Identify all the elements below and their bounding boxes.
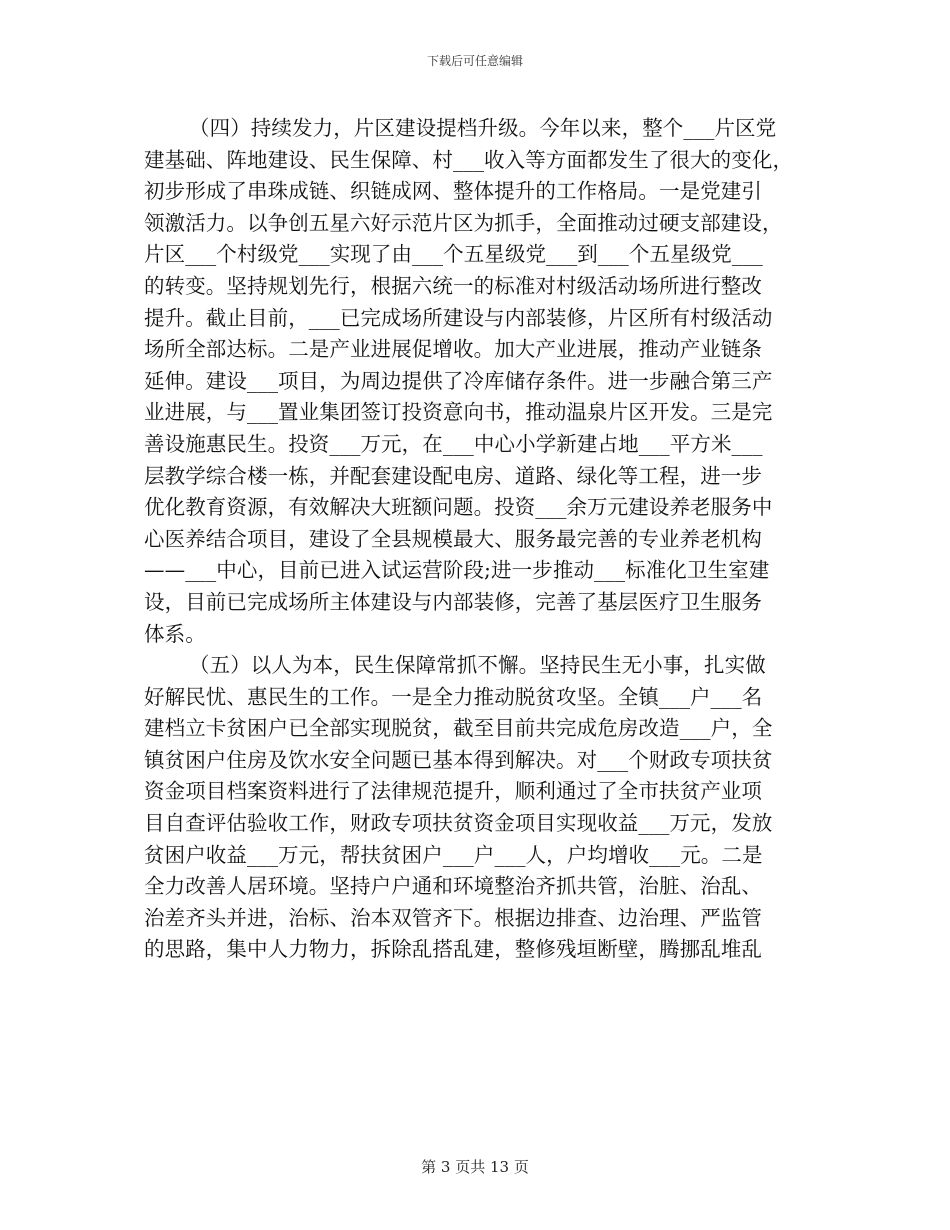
text-line: （五）以人为本，民生保障常抓不懈。坚持民生无小事，扎实做	[189, 653, 766, 678]
text-line: 提升。截止目前，___已完成场所建设与内部装修，片区所有村级活动	[144, 305, 773, 330]
text-line: 延伸。建设___项目，为周边提供了冷库储存条件。进一步融合第三产	[144, 368, 773, 393]
text-line: （四）持续发力，片区建设提档升级。今年以来，整个___片区党	[189, 116, 777, 140]
text-line: 体系。	[144, 621, 206, 646]
text-line: 的转变。坚持规划先行，根据六统一的标准对村级活动场所进行整改	[144, 273, 762, 298]
text-line: 善设施惠民生。投资___万元，在___中心小学新建占地___平方米___	[144, 431, 763, 456]
text-line: 设，目前已完成场所主体建设与内部装修，完善了基层医疗卫生服务	[144, 589, 762, 614]
text-line: 镇贫困户住房及饮水安全问题已基本得到解决。对___个财政专项扶贫	[144, 747, 773, 772]
text-line: 建基础、阵地建设、民生保障、村___收入等方面都发生了很大的变化，	[144, 147, 794, 172]
text-line: 贫困户收益___万元，帮扶贫困户___户___人，户均增收___元。二是	[144, 842, 763, 867]
text-line: 资金项目档案资料进行了法律规范提升，顺利通过了全市扶贫产业项	[144, 779, 762, 804]
text-line: 领激活力。以争创五星六好示范片区为抓手，全面推动过硬支部建设，	[144, 210, 783, 235]
text-line: 全力改善人居环境。坚持户户通和环境整治齐抓共管，治脏、治乱、	[144, 874, 762, 899]
paragraph-4	[144, 113, 804, 650]
text-line: 层教学综合楼一栋，并配套建设配电房、道路、绿化等工程，进一步	[144, 463, 762, 488]
text-line: 业进展，与___置业集团签订投资意向书，推动温泉片区开发。三是完	[144, 400, 773, 425]
text-line: 心医养结合项目，建设了全县规模最大、服务最完善的专业养老机构	[144, 526, 762, 551]
text-line: 优化教育资源，有效解决大班额问题。投资___余万元建设养老服务中	[144, 495, 773, 520]
text-line: 好解民忧、惠民生的工作。一是全力推动脱贫攻坚。全镇___户___名	[144, 684, 763, 709]
page-footer: 第 3 页共 13 页	[421, 1158, 529, 1176]
page-header: 下载后可任意编辑	[426, 54, 523, 68]
text-line: 的思路，集中人力物力，拆除乱搭乱建，整修残垣断壁，腾挪乱堆乱	[144, 937, 762, 962]
text-line: 治差齐头并进，治标、治本双管齐下。根据边排查、边治理、严监管	[144, 905, 762, 930]
text-line: 片区___个村级党___实现了由___个五星级党___到___个五星级党___	[144, 242, 763, 267]
document-body	[144, 113, 804, 966]
text-line: 建档立卡贫困户已全部实现脱贫，截至目前共完成危房改造___户，全	[144, 716, 773, 741]
text-line: 场所全部达标。二是产业进展促增收。加大产业进展，推动产业链条	[144, 337, 762, 362]
paragraph-5	[144, 650, 804, 966]
text-line: 目自查评估验收工作，财政专项扶贫资金项目实现收益___万元，发放	[144, 811, 773, 836]
text-line: ——___中心，目前已进入试运营阶段;进一步推动___标准化卫生室建	[144, 558, 770, 583]
text-line: 初步形成了串珠成链、织链成网、整体提升的工作格局。一是党建引	[144, 179, 762, 204]
